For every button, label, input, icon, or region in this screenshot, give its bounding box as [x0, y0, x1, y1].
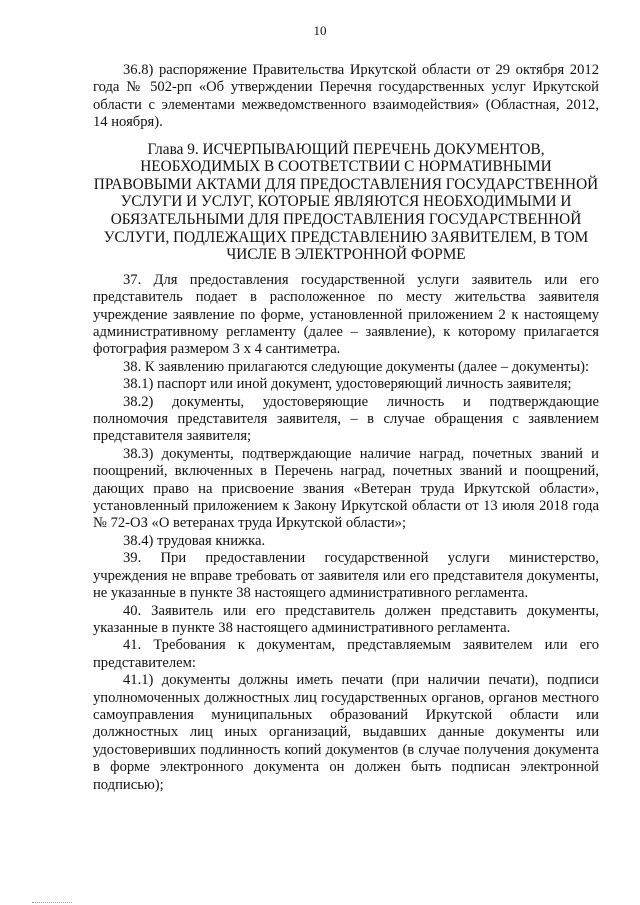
- paragraph-37: 37. Для предоставления государственной услуги заявитель или его представитель подает в расположенное по месту жительства заявителя учреждение заявление по форме, установленной приложением 2 к настоящему административному регламенту (далее – заявление), к которому прилагается фотография размером 3 х 4 сантиметра.: [93, 271, 599, 358]
- paragraph-38-2: 38.2) документы, удостоверяющие личность и подтверждающие полномочия представителя заявителя, – в случае обращения с заявлением представителя заявителя;: [93, 393, 599, 445]
- scan-edge-mark: [32, 902, 72, 903]
- paragraph-38: 38. К заявлению прилагаются следующие документы (далее – документы):: [123, 358, 590, 375]
- paragraph-38-4: 38.4) трудовая книжка.: [123, 532, 266, 549]
- chapter-heading: Глава 9. ИСЧЕРПЫВАЮЩИЙ ПЕРЕЧЕНЬ ДОКУМЕНТОВ, НЕОБХОДИМЫХ В СООТВЕТСТВИИ С НОРМАТИВНЫМИ ПРАВОВЫМИ АКТАМИ ДЛЯ ПРЕДОСТАВЛЕНИЯ ГОСУДАРСТВЕННОЙ УСЛУГИ И УСЛУГ, КОТОРЫЕ ЯВЛЯЮТСЯ НЕОБХОДИМЫМИ И ОБЯЗАТЕЛЬНЫМИ ДЛЯ ПРЕДОСТАВЛЕНИЯ ГОСУДАРСТВЕННОЙ УСЛУГИ, ПОДЛЕЖАЩИХ ПРЕДСТАВЛЕНИЮ ЗАЯВИТЕЛЕМ, В ТОМ ЧИСЛЕ В ЭЛЕКТРОННОЙ ФОРМЕ: [93, 140, 599, 264]
- page-number: 10: [313, 23, 327, 38]
- paragraph-39: 39. При предоставлении государственной услуги министерство, учреждения не вправе требовать от заявителя или его представителя документы, не указанные в пункте 38 настоящего административного регламента.: [93, 550, 599, 602]
- paragraph-36-8: 36.8) распоряжение Правительства Иркутской области от 29 октября 2012 года № 502-рп «Об утверждении Перечня государственных услуг Иркутской области с элементами межведомственного взаимодействия» (Областная, 2012, 14 ноября).: [93, 62, 599, 131]
- paragraph-41: 41. Требования к документам, представляемым заявителем или его представителем:: [93, 637, 599, 671]
- paragraph-38-1: 38.1) паспорт или иной документ, удостоверяющий личность заявителя;: [123, 376, 572, 393]
- paragraph-40: 40. Заявитель или его представитель должен представить документы, указанные в пункте 38 настоящего административного регламента.: [93, 602, 599, 636]
- document-body: [93, 62, 599, 794]
- paragraph-41-1: 41.1) документы должны иметь печати (при наличии печати), подписи уполномоченных должностных лиц государственных органов, органов местного самоуправления муниципальных образований Иркутской области или должностных лиц иных организаций, выдавших данные документы или удостоверивших подлинность копий документов (в случае получения документа в форме электронного документа он должен быть подписан электронной подписью);: [93, 672, 599, 793]
- paragraph-38-3: 38.3) документы, подтверждающие наличие наград, почетных званий и поощрений, включенных в Перечень наград, почетных званий и поощрений, дающих право на присвоение звания «Ветеран труда Иркутской области», установленный приложением к Закону Иркутской области от 13 июля 2018 года № 72-ОЗ «О ветеранах труда Иркутской области»;: [93, 445, 599, 532]
